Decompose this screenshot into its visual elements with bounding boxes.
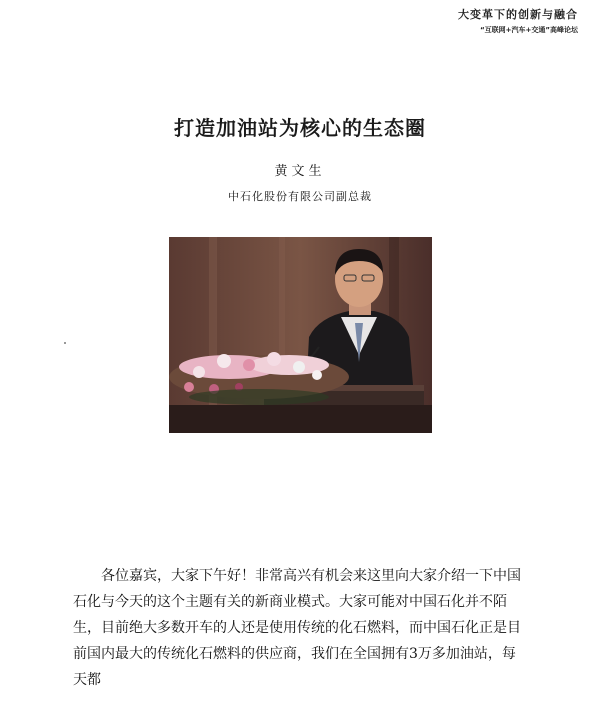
forum-subtitle: “互联网+汽车+交通”高峰论坛 — [480, 26, 578, 34]
forum-title: 大变革下的创新与融合 — [458, 8, 578, 21]
speaker-photo — [169, 237, 432, 433]
article-title: 打造加油站为核心的生态圈 — [174, 116, 426, 140]
scan-speck — [64, 342, 66, 344]
running-head — [458, 6, 578, 35]
body-paragraph: 各位嘉宾，大家下午好！非常高兴有机会来这里向大家介绍一下中国石化与今天的这个主题有关的新商业模式。大家可能对中国石化并不陌生，目前绝大多数开车的人还是使用传统的化石燃料，而中国石化正是目前国内最大的传统化石燃料的供应商，我们在全国拥有3万多加油站，每天都 — [73, 568, 521, 688]
author-affiliation: 中石化股份有限公司副总裁 — [228, 190, 372, 203]
article-body — [73, 563, 529, 693]
author-name: 黄文生 — [274, 164, 326, 179]
